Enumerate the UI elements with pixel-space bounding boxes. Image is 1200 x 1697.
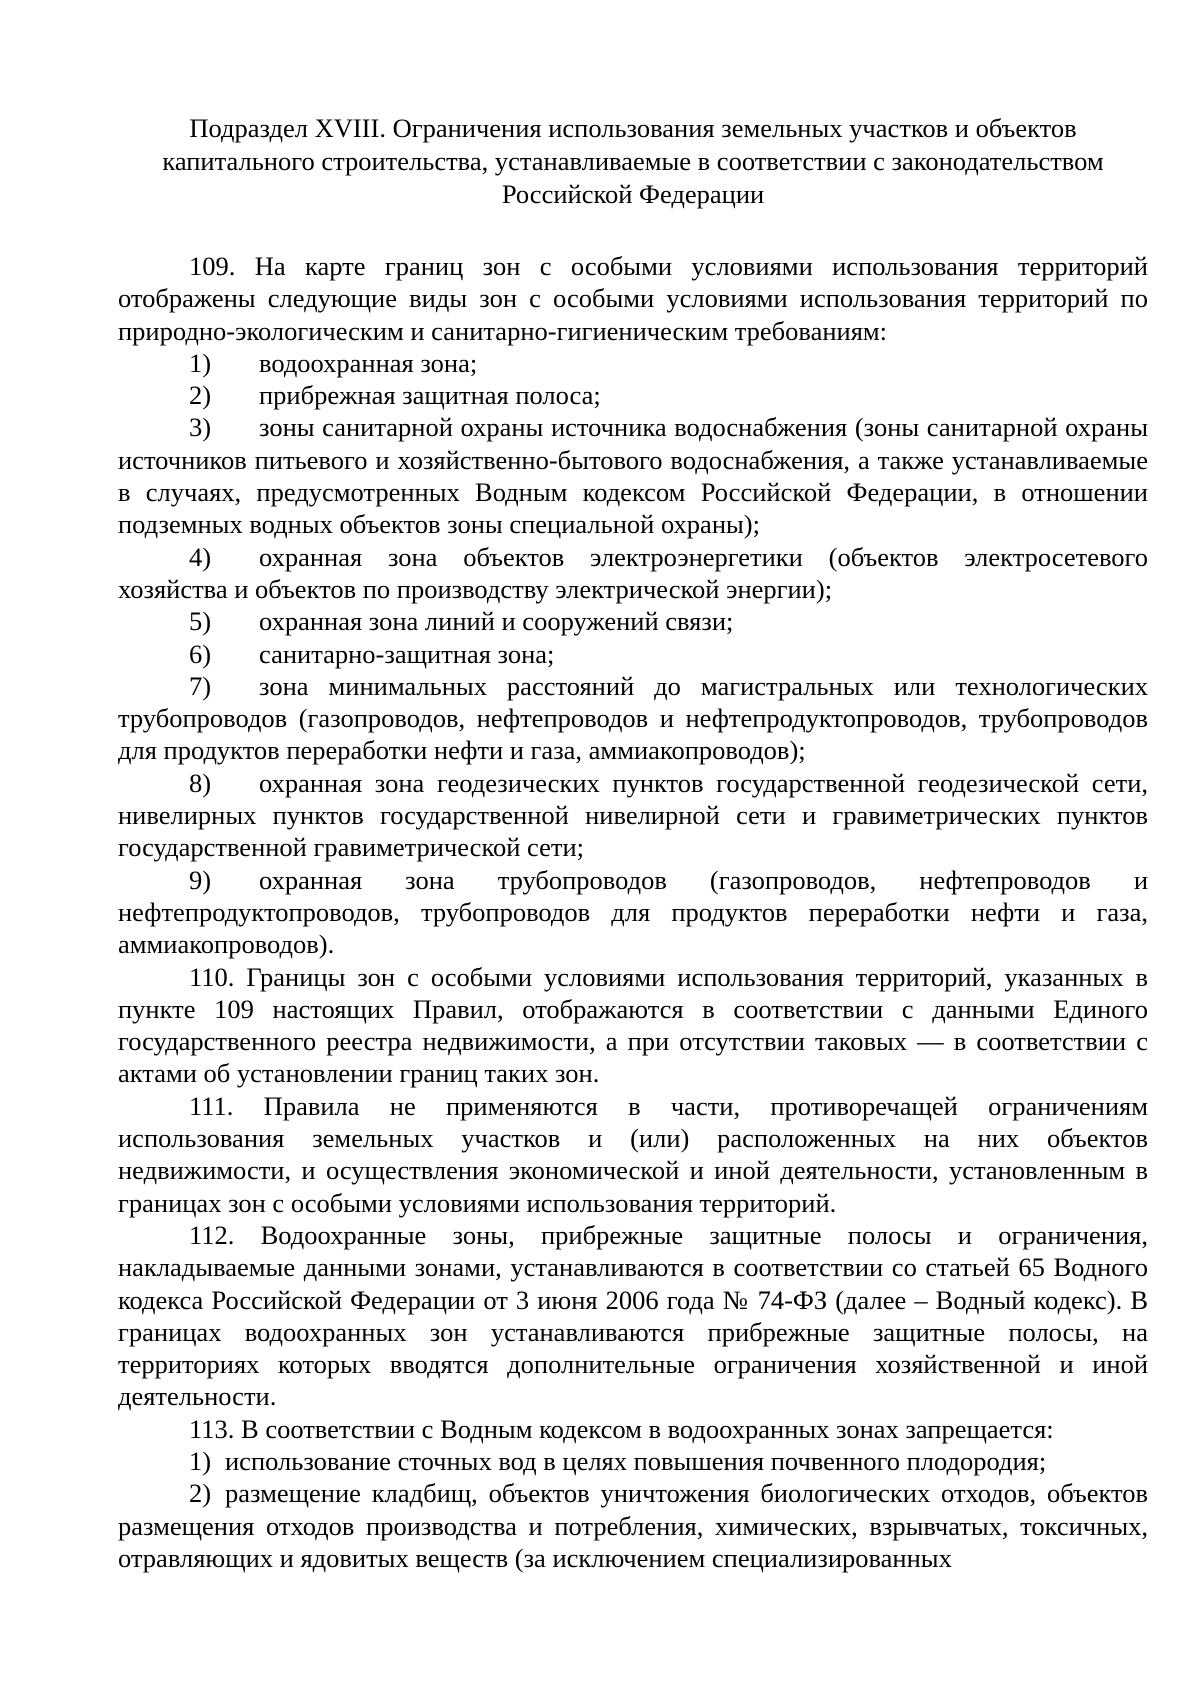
list-item-text: использование сточных вод в целях повышения почвенного плодородия;	[225, 1445, 1047, 1476]
list-item-number: 2)	[189, 1478, 212, 1509]
document-page	[118, 112, 1148, 1574]
list-item-number: 4)	[189, 541, 212, 572]
paragraph-111: 111. Правила не применяются в части, противоречащей ограничениям использования земельных участков и (или) расположенных на них объектов недвижимости, и осуществления экономической и иной деятельности, установленным в границах зон с особыми условиями использования территорий.	[118, 1090, 1148, 1218]
list-item-text: размещение кладбищ, объектов уничтожения биологических отходов, объектов размещения отходов производства и потребления, химических, взрывчатых, токсичных, отравляющих и ядовитых веществ (за исключением специализированных	[118, 1478, 1148, 1573]
list-item-109-3	[118, 411, 1148, 540]
list-item-text: охранная зона линий и сооружений связи;	[259, 606, 734, 637]
list-item-number: 8)	[189, 767, 212, 798]
list-item-109-7	[118, 670, 1148, 767]
paragraph-109-intro: 109. На карте границ зон с особыми условиями использования территорий отображены следующие виды зон с особыми условиями использования территорий по природно-экологическим и санитарно-гигиеническим требованиям:	[118, 251, 1148, 346]
list-item-text: водоохранная зона;	[259, 347, 478, 378]
list-item-number: 1)	[189, 347, 212, 378]
paragraph-112: 112. Водоохранные зоны, прибрежные защитные полосы и ограничения, накладываемые данными зонами, устанавливаются в соответствии со статьей 65 Водного кодекса Российской Федерации от 3 июня 2006 года № 74-ФЗ (далее – Водный кодекс). В границах водоохранных зон устанавливаются прибрежные защитные полосы, на территориях которых вводятся дополнительные ограничения хозяйственной и иной деятельности.	[118, 1219, 1148, 1412]
list-item-109-5	[118, 605, 1148, 637]
list-item-number: 3)	[189, 412, 212, 443]
list-item-number: 1)	[189, 1445, 212, 1476]
list-item-109-6	[118, 638, 1148, 670]
section-title-line-2: капитального строительства, устанавливаемые в соответствии с законодательством	[162, 146, 1104, 176]
list-item-text: охранная зона трубопроводов (газопроводов, нефтепроводов и нефтепродуктопроводов, трубопроводов для продуктов переработки нефти и газа, аммиакопроводов).	[118, 864, 1148, 960]
list-item-109-1	[118, 347, 1148, 379]
section-title-line-1: Подраздел XVIII. Ограничения использования земельных участков и объектов	[189, 113, 1077, 143]
list-item-113-1	[118, 1445, 1148, 1477]
list-item-number: 7)	[189, 670, 212, 701]
list-item-number: 5)	[189, 606, 212, 637]
list-item-109-2	[118, 379, 1148, 411]
section-title	[118, 112, 1148, 211]
list-item-109-8	[118, 767, 1148, 864]
list-item-text: прибрежная защитная полоса;	[259, 380, 601, 411]
list-item-text: охранная зона геодезических пунктов государственной геодезической сети, нивелирных пунктов государственной нивелирной сети и гравиметрических пунктов государственной гравиметрической сети;	[118, 767, 1148, 863]
list-item-number: 6)	[189, 638, 212, 669]
section-title-line-3: Российской Федерации	[501, 179, 765, 209]
list-item-number: 9)	[189, 864, 212, 895]
list-item-text: охранная зона объектов электроэнергетики (объектов электросетевого хозяйства и объектов по производству электрической энергии);	[118, 541, 1148, 604]
list-item-text: зоны санитарной охраны источника водоснабжения (зоны санитарной охраны источников питьевого и хозяйственно-бытового водоснабжения, а также устанавливаемые в случаях, предусмотренных Водным кодексом Российской Федерации, в отношении подземных водных объектов зоны специальной охраны);	[118, 412, 1148, 540]
list-item-text: санитарно-защитная зона;	[259, 638, 555, 669]
list-item-109-4	[118, 541, 1148, 606]
list-item-113-2	[118, 1477, 1148, 1574]
paragraph-110: 110. Границы зон с особыми условиями использования территорий, указанных в пункте 109 настоящих Правил, отображаются в соответствии с данными Единого государственного реестра недвижимости, а при отсутствии таковых — в соответствии с актами об установлении границ таких зон.	[118, 961, 1148, 1089]
list-item-number: 2)	[189, 380, 212, 411]
list-item-text: зона минимальных расстояний до магистральных или технологических трубопроводов (газопроводов, нефтепроводов и нефтепродуктопроводов, трубопроводов для продуктов переработки нефти и газа, аммиакопроводов);	[118, 670, 1148, 766]
paragraph-113-intro: 113. В соответствии с Водным кодексом в водоохранных зонах запрещается:	[189, 1413, 1054, 1444]
list-item-109-9	[118, 864, 1148, 961]
